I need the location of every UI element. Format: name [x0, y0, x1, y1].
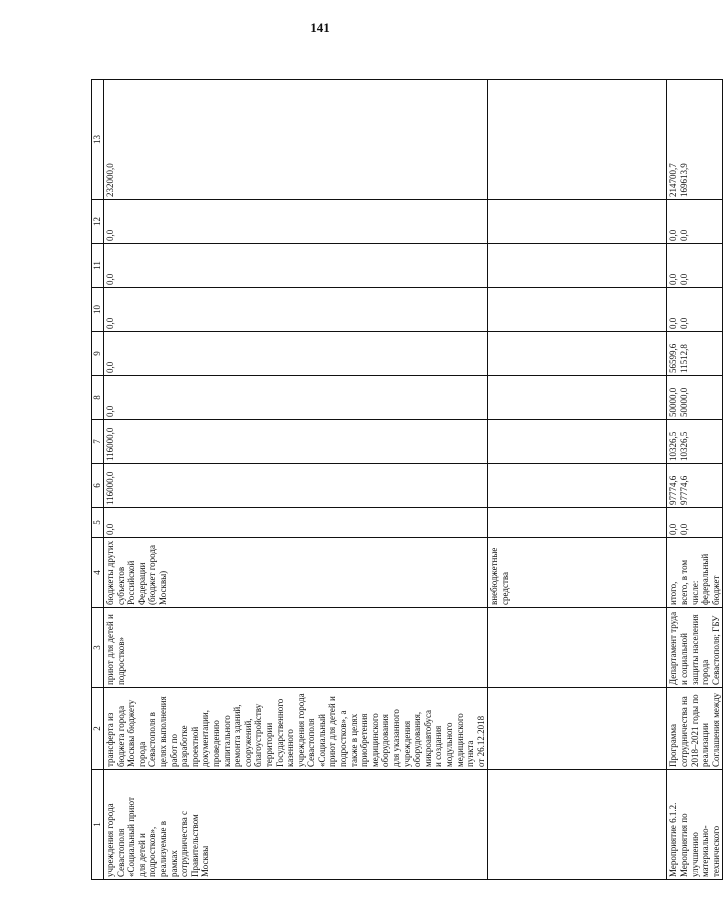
header-row [92, 80, 104, 880]
cell-executor [488, 608, 667, 688]
cell-funding-source: итого, всего, в том числе: федеральный бюджет [667, 538, 723, 608]
col-header-7: 7 [92, 420, 104, 464]
cell-value [488, 464, 667, 508]
cell-executor: приют для детей и подростков» [104, 608, 488, 688]
col-header-5: 5 [92, 508, 104, 538]
cell-value [488, 508, 667, 538]
cell-value: 0,0 0,0 [667, 288, 723, 332]
budget-table [91, 79, 723, 880]
cell-value: 0,0 0,0 [667, 244, 723, 288]
table-row [488, 80, 667, 880]
cell-value: 0,0 0,0 [667, 200, 723, 244]
cell-value: 50000,0 50000,0 [667, 376, 723, 420]
col-header-9: 9 [92, 332, 104, 376]
col-header-12: 12 [92, 200, 104, 244]
page-number: 141 [310, 20, 330, 35]
cell-value [488, 200, 667, 244]
cell-value: 56599,6 11512,8 [667, 332, 723, 376]
cell-legal-basis: Программа сотрудничества на 2018–2021 годы по реализации Соглашения между [667, 688, 723, 770]
cell-value: 0,0 [104, 200, 488, 244]
cell-value: 0,0 [104, 332, 488, 376]
col-header-13: 13 [92, 80, 104, 200]
cell-total: 214700,7 169613,9 [667, 80, 723, 200]
cell-value [488, 420, 667, 464]
cell-value: 116000,0 [104, 464, 488, 508]
cell-value: 10326,5 10326,5 [667, 420, 723, 464]
cell-activity: Мероприятие 6.1.2. Мероприятия по улучшению материально- технического [667, 770, 723, 880]
cell-value: 0,0 [104, 508, 488, 538]
cell-value: 116000,0 [104, 420, 488, 464]
cell-value: 97774,6 97774,6 [667, 464, 723, 508]
cell-funding-source: бюджеты других субъектов Российской Федерации (бюджет города Москвы) [104, 538, 488, 608]
cell-value: 0,0 [104, 288, 488, 332]
cell-legal-basis [488, 688, 667, 770]
cell-value: 0,0 0,0 [667, 508, 723, 538]
cell-activity: учреждения города Севастополя «Социальный приют для детей и подростков», реализуемые в рамках сотрудничества с Правительством Москвы [104, 770, 488, 880]
cell-activity [488, 770, 667, 880]
cell-value [488, 288, 667, 332]
cell-executor: Департамент труда и социальной защиты населения города Севастополя; ГБУ [667, 608, 723, 688]
cell-value: 0,0 [104, 244, 488, 288]
col-header-2: 2 [92, 688, 104, 770]
col-header-10: 10 [92, 288, 104, 332]
cell-value: 0,0 [104, 376, 488, 420]
cell-value [488, 376, 667, 420]
col-header-6: 6 [92, 464, 104, 508]
col-header-4: 4 [92, 538, 104, 608]
cell-legal-basis: трансферта из бюджета города Москвы бюджету города Севастополя в целях выполнения работ по разработке проектной документации, проведению капитального ремонта зданий, сооружений, благоустройству территории Государственного казенного учреждения города Севастополя «Социальный приют для детей и подростков», а также в целях приобретения медицинского оборудования для указанного учреждения оборудования, микроавтобуса и создания модульного медицинского пункта от 26.12.2018 [104, 688, 488, 770]
col-header-11: 11 [92, 244, 104, 288]
table-row [104, 80, 488, 880]
cell-total [488, 80, 667, 200]
col-header-3: 3 [92, 608, 104, 688]
col-header-8: 8 [92, 376, 104, 420]
table-row [667, 80, 723, 880]
cell-value [488, 244, 667, 288]
cell-value [488, 332, 667, 376]
rotated-table-container [91, 80, 721, 880]
cell-funding-source: внебюджетные средства [488, 538, 667, 608]
cell-total: 232000,0 [104, 80, 488, 200]
col-header-1: 1 [92, 770, 104, 880]
